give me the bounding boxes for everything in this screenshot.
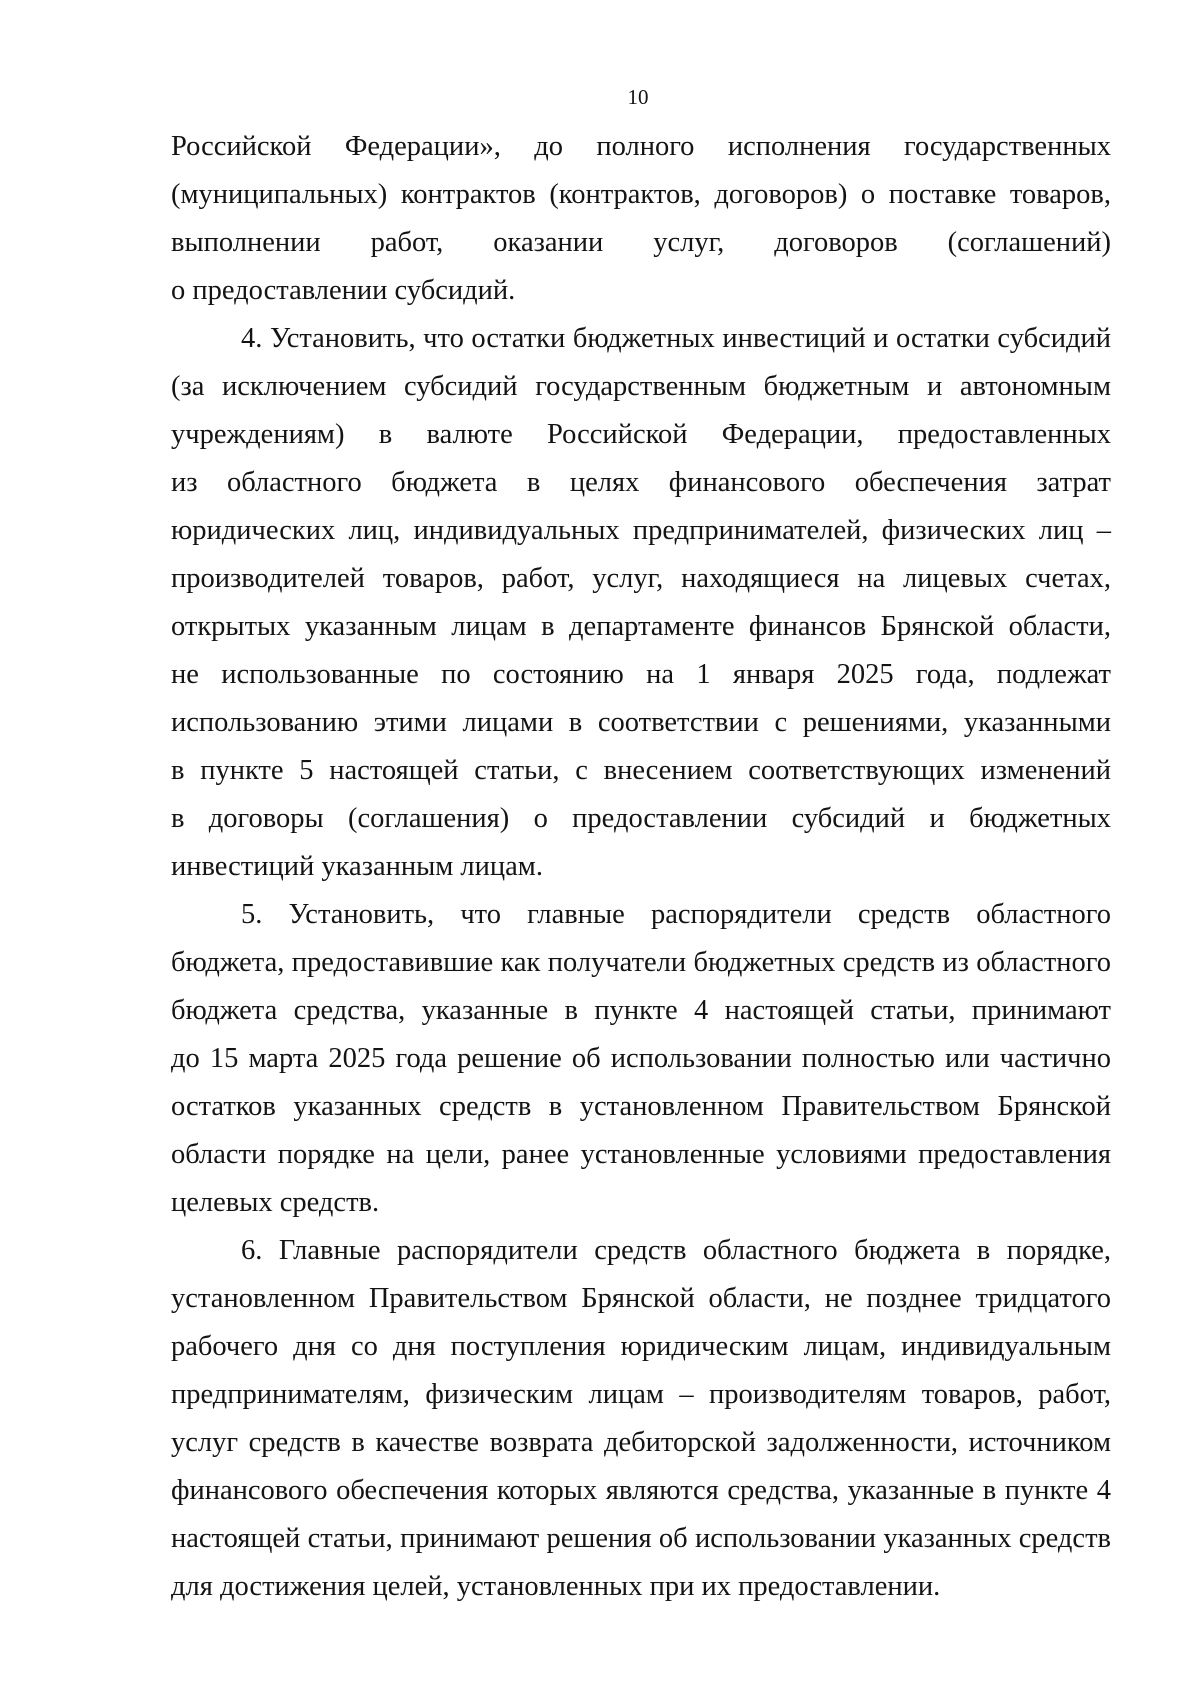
paragraph-item-6 (171, 1227, 1111, 1611)
text-line: 5. Установить, что главные распорядители средств областного (241, 899, 1111, 930)
text-line: 4. Установить, что остатки бюджетных инвестиций и остатки субсидий (241, 323, 1111, 354)
text-line: бюджета средства, указанные в пункте 4 настоящей статьи, принимают (171, 995, 1111, 1026)
text-line: установленном Правительством Брянской области, не позднее тридцатого (171, 1283, 1111, 1314)
text-line: финансового обеспечения которых являются средства, указанные в пункте 4 (171, 1475, 1111, 1506)
text-line: не использованные по состоянию на 1 января 2025 года, подлежат (171, 659, 1111, 690)
text-line: производителей товаров, работ, услуг, находящиеся на лицевых счетах, (171, 563, 1111, 594)
paragraph-continuation (171, 123, 1111, 315)
text-line: остатков указанных средств в установленном Правительством Брянской (171, 1091, 1111, 1122)
text-line: услуг средств в качестве возврата дебиторской задолженности, источником (171, 1427, 1111, 1458)
paragraph-item-5 (171, 891, 1111, 1227)
text-line: целевых средств. (171, 1187, 380, 1218)
text-line: бюджета, предоставившие как получатели бюджетных средств из областного (171, 947, 1111, 978)
text-line: до 15 марта 2025 года решение об использовании полностью или частично (171, 1043, 1111, 1074)
text-line: (за исключением субсидий государственным бюджетным и автономным (171, 371, 1111, 402)
text-line: инвестиций указанным лицам. (171, 851, 543, 882)
text-line: области порядке на цели, ранее установленные условиями предоставления (171, 1139, 1111, 1170)
text-line: Российской Федерации», до полного исполнения государственных (171, 131, 1111, 162)
text-line: рабочего дня со дня поступления юридическим лицам, индивидуальным (171, 1331, 1111, 1362)
text-line: выполнении работ, оказании услуг, договоров (соглашений) (171, 227, 1111, 258)
text-line: настоящей статьи, принимают решения об использовании указанных средств (171, 1523, 1111, 1554)
text-line: из областного бюджета в целях финансового обеспечения затрат (171, 467, 1111, 498)
text-line: предпринимателям, физическим лицам – производителям товаров, работ, (171, 1379, 1111, 1410)
document-body (171, 123, 1111, 1611)
text-line: о предоставлении субсидий. (171, 275, 516, 306)
paragraph-item-4 (171, 315, 1111, 891)
text-line: (муниципальных) контрактов (контрактов, договоров) о поставке товаров, (171, 179, 1111, 210)
text-line: использованию этими лицами в соответствии с решениями, указанными (171, 707, 1111, 738)
text-line: в пункте 5 настоящей статьи, с внесением соответствующих изменений (171, 755, 1111, 786)
text-line: в договоры (соглашения) о предоставлении субсидий и бюджетных (171, 803, 1111, 834)
text-line: открытых указанным лицам в департаменте финансов Брянской области, (171, 611, 1111, 642)
page-number: 10 (627, 85, 649, 109)
text-line: учреждениям) в валюте Российской Федерации, предоставленных (171, 419, 1111, 450)
text-line: юридических лиц, индивидуальных предпринимателей, физических лиц – (171, 515, 1111, 546)
text-line: 6. Главные распорядители средств областного бюджета в порядке, (241, 1235, 1111, 1266)
text-line: для достижения целей, установленных при их предоставлении. (171, 1571, 941, 1602)
